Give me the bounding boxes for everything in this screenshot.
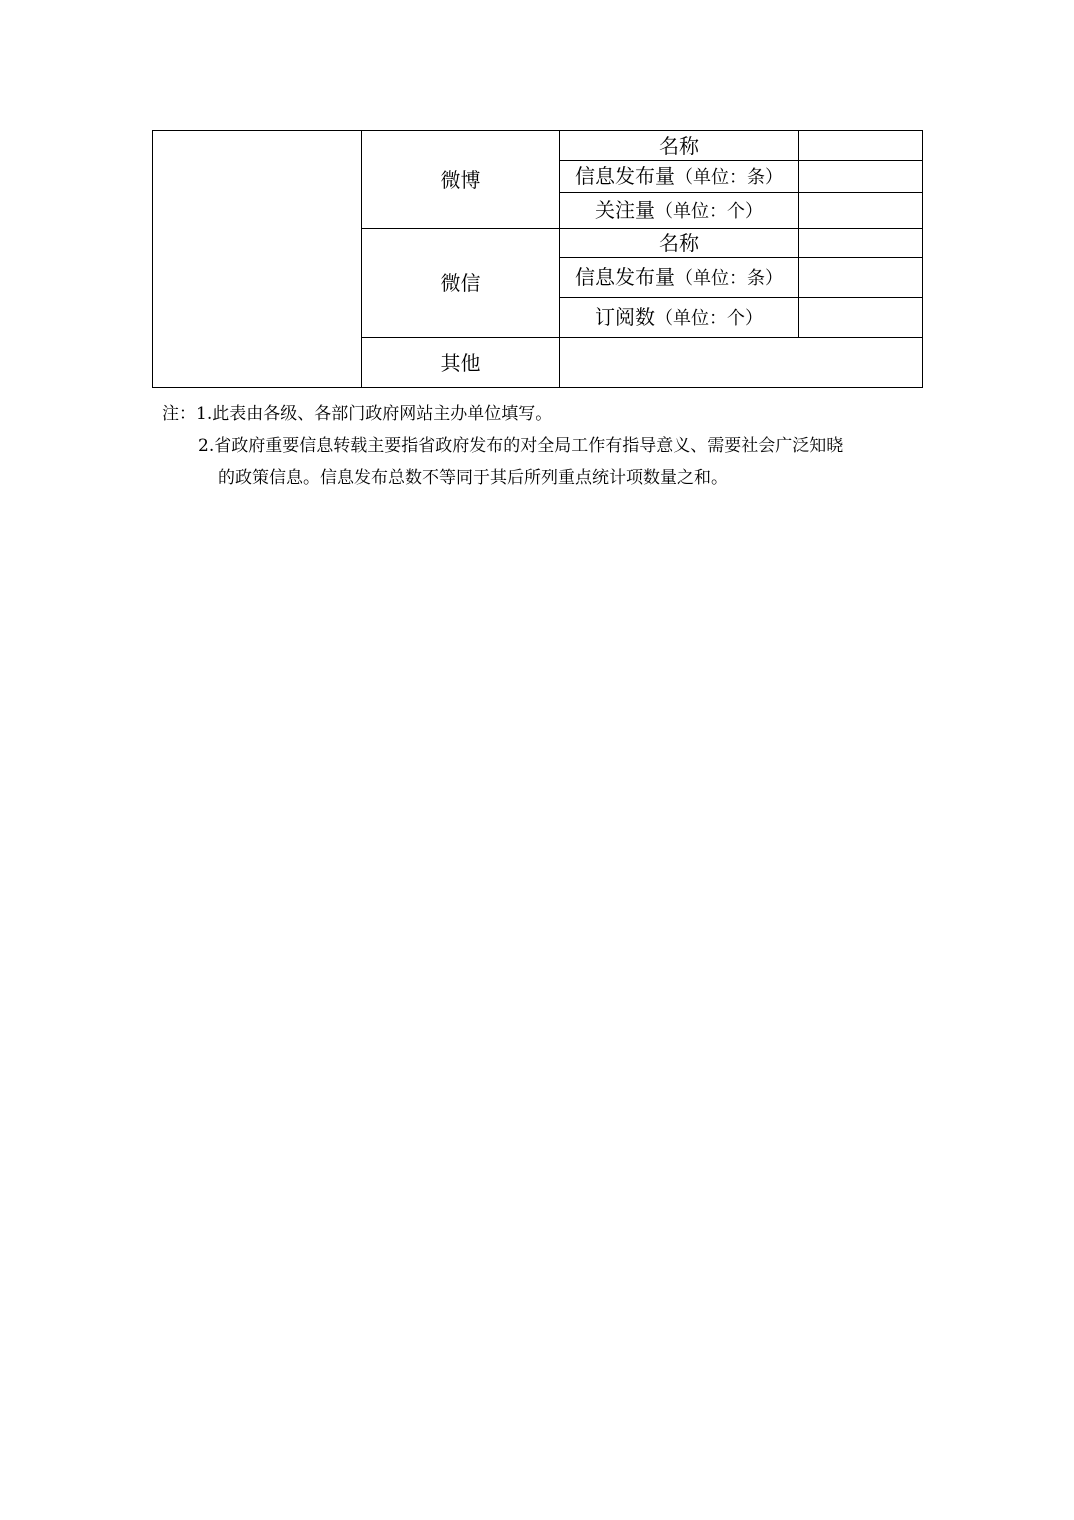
weixin-posts-value[interactable] bbox=[799, 258, 923, 298]
weixin-subscribers-value[interactable] bbox=[799, 298, 923, 338]
weibo-posts-label: 信息发布量（单位：条） bbox=[560, 161, 799, 193]
weixin-label: 微信 bbox=[362, 229, 560, 338]
weibo-followers-label: 关注量（单位：个） bbox=[560, 193, 799, 229]
note-1: 注：1.此表由各级、各部门政府网站主办单位填写。 bbox=[162, 404, 553, 424]
statistics-table bbox=[152, 130, 923, 388]
note-2-line-2: 的政策信息。信息发布总数不等同于其后所列重点统计项数量之和。 bbox=[218, 468, 728, 488]
weibo-name-label: 名称 bbox=[560, 131, 799, 161]
other-value[interactable] bbox=[560, 338, 923, 388]
other-label: 其他 bbox=[362, 338, 560, 388]
note-2-line-1: 2.省政府重要信息转载主要指省政府发布的对全局工作有指导意义、需要社会广泛知晓 bbox=[198, 436, 844, 456]
weibo-name-value[interactable] bbox=[799, 131, 923, 161]
weibo-followers-value[interactable] bbox=[799, 193, 923, 229]
weixin-name-label: 名称 bbox=[560, 229, 799, 258]
weixin-name-value[interactable] bbox=[799, 229, 923, 258]
weibo-posts-value[interactable] bbox=[799, 161, 923, 193]
table-row bbox=[153, 131, 923, 161]
notes-section bbox=[162, 398, 922, 494]
weixin-posts-label: 信息发布量（单位：条） bbox=[560, 258, 799, 298]
category-cell-blank bbox=[153, 131, 362, 388]
weibo-label: 微博 bbox=[362, 131, 560, 229]
weixin-subscribers-label: 订阅数（单位：个） bbox=[560, 298, 799, 338]
